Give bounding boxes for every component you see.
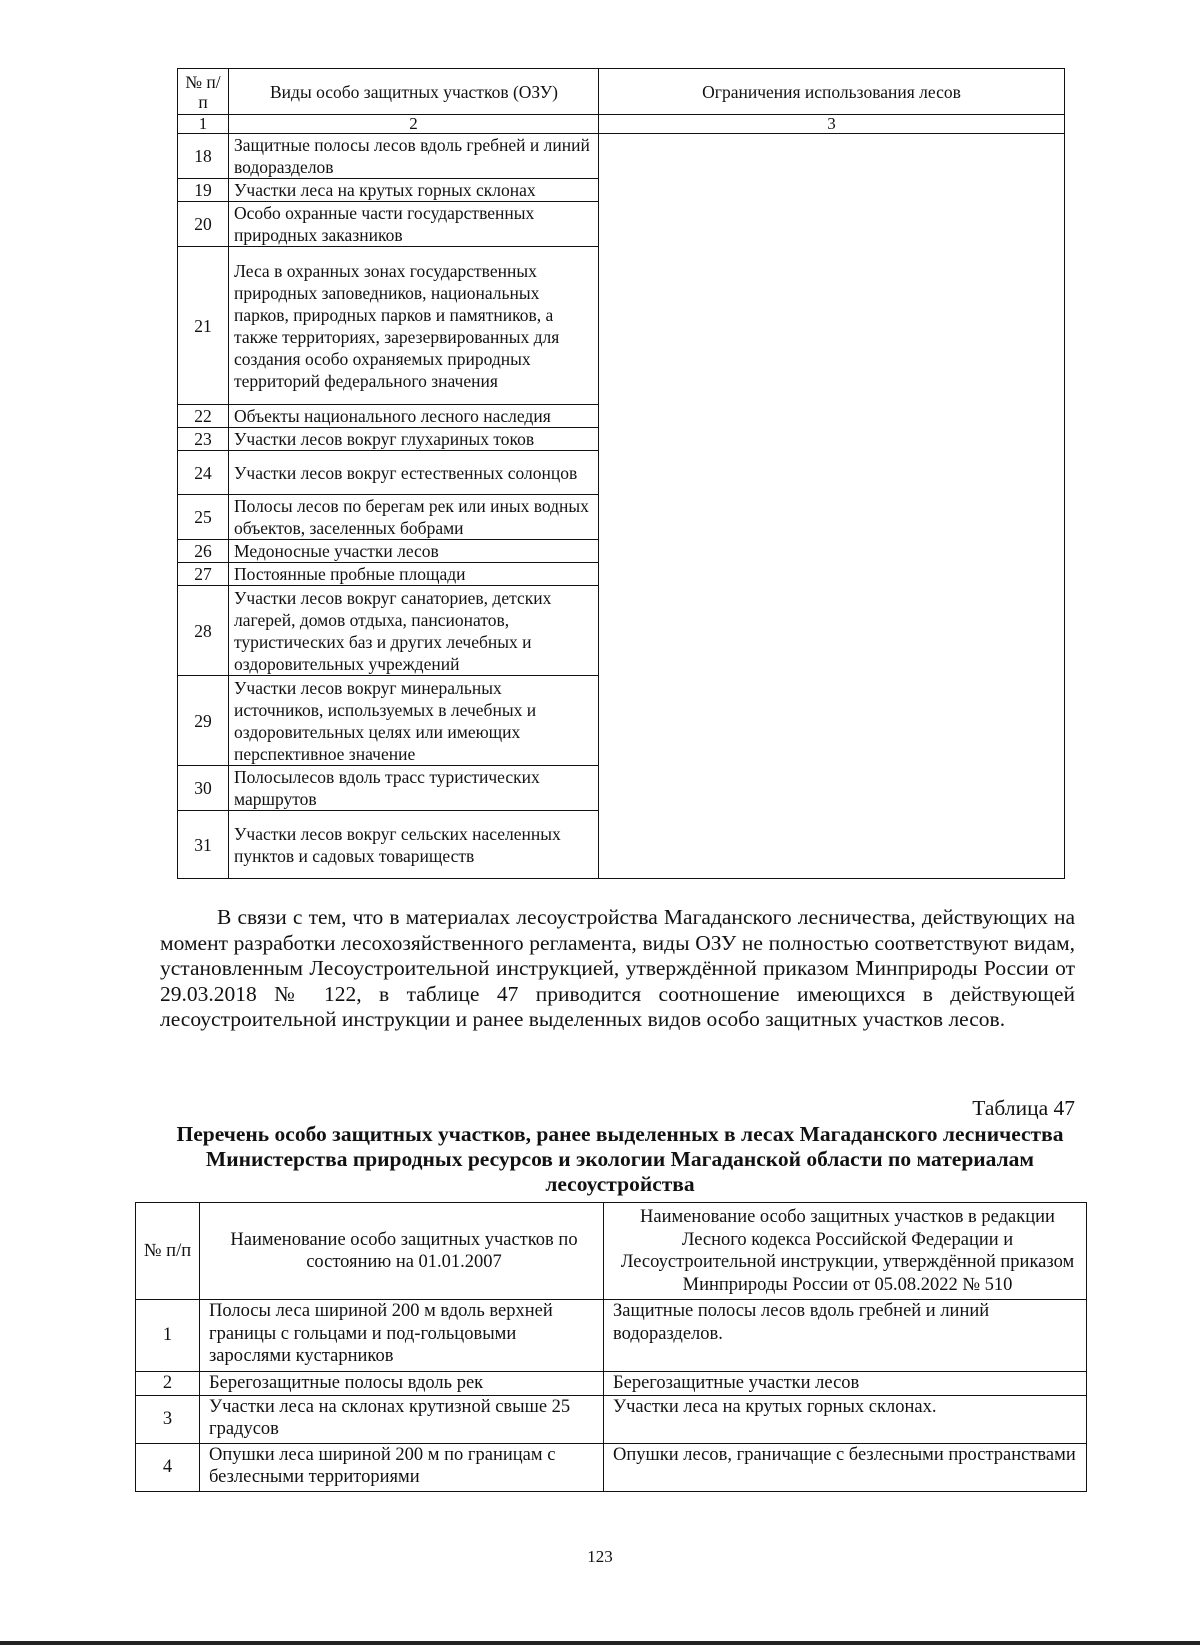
col-header-restrictions: Ограничения использования лесов xyxy=(599,69,1065,115)
row-type: Защитные полосы лесов вдоль гребней и линий водоразделов xyxy=(229,134,599,179)
row-num: 25 xyxy=(178,495,229,540)
restrictions-cell xyxy=(599,134,1065,879)
row-new-name: Защитные полосы лесов вдоль гребней и линий водоразделов. xyxy=(604,1300,1087,1372)
row-old-name: Берегозащитные полосы вдоль рек xyxy=(200,1372,604,1396)
row-num: 19 xyxy=(178,179,229,202)
row-num: 24 xyxy=(178,451,229,495)
col-number-3: 3 xyxy=(599,115,1065,134)
row-old-name: Полосы леса шириной 200 м вдоль верхней границы с гольцами и под-гольцовыми зарослями кустарников xyxy=(200,1300,604,1372)
row-type: Участки лесов вокруг глухариных токов xyxy=(229,428,599,451)
body-paragraph: В связи с тем, что в материалах лесоустройства Магаданского лесничества, действующих на момент разработки лесохозяйственного регламента, виды ОЗУ не полностью соответствуют видам, установленным Лесоустроительной инструкцией, утверждённой приказом Минприроды России от 29.03.2018 № 122, в таблице 47 приводится соотношение имеющихся в действующей лесоустроительной инструкции и ранее выделенных видов особо защитных участков лесов. xyxy=(160,905,1075,1031)
col-header-type: Виды особо защитных участков (ОЗУ) xyxy=(229,69,599,115)
row-num: 1 xyxy=(136,1300,200,1372)
row-type: Полосылесов вдоль трасс туристических маршрутов xyxy=(229,766,599,811)
row-type: Участки лесов вокруг минеральных источников, используемых в лечебных и оздоровительных целях или имеющих перспективное значение xyxy=(229,676,599,766)
row-num: 29 xyxy=(178,676,229,766)
row-type: Объекты национального лесного наследия xyxy=(229,405,599,428)
row-new-name: Опушки лесов, граничащие с безлесными пространствами xyxy=(604,1443,1087,1491)
table-title: Перечень особо защитных участков, ранее выделенных в лесах Магаданского лесничества Министерства природных ресурсов и экологии Магаданской области по материалам лесоустройства xyxy=(176,1122,1064,1196)
row-num: 3 xyxy=(136,1395,200,1443)
bottom-rule xyxy=(0,1641,1200,1645)
col-number-2: 2 xyxy=(229,115,599,134)
row-old-name: Участки леса на склонах крутизной свыше 25 градусов xyxy=(200,1395,604,1443)
row-old-name: Опушки леса шириной 200 м по границам с безлесными территориями xyxy=(200,1443,604,1491)
row-type: Особо охранные части государственных природных заказников xyxy=(229,202,599,247)
row-num: 22 xyxy=(178,405,229,428)
row-num: 30 xyxy=(178,766,229,811)
page-number: 123 xyxy=(587,1547,613,1566)
col-header-old: Наименование особо защитных участков по состоянию на 01.01.2007 xyxy=(200,1203,604,1300)
ozu-types-table xyxy=(177,68,1065,879)
row-num: 20 xyxy=(178,202,229,247)
row-num: 23 xyxy=(178,428,229,451)
row-num: 2 xyxy=(136,1372,200,1396)
row-num: 28 xyxy=(178,586,229,676)
row-new-name: Участки леса на крутых горных склонах. xyxy=(604,1395,1087,1443)
row-new-name: Берегозащитные участки лесов xyxy=(604,1372,1087,1396)
row-num: 27 xyxy=(178,563,229,586)
row-num: 31 xyxy=(178,811,229,879)
row-num: 21 xyxy=(178,247,229,405)
row-type: Участки лесов вокруг санаториев, детских лагерей, домов отдыха, пансионатов, туристических баз и других лечебных и оздоровительных учреждений xyxy=(229,586,599,676)
col-header-num: № п/п xyxy=(136,1203,200,1300)
ozu-mapping-table xyxy=(135,1202,1087,1492)
col-header-num: № п/п xyxy=(178,69,229,115)
row-num: 26 xyxy=(178,540,229,563)
row-type: Медоносные участки лесов xyxy=(229,540,599,563)
col-header-new: Наименование особо защитных участков в редакции Лесного кодекса Российской Федерации и Лесоустроительной инструкции, утверждённой приказом Минприроды России от 05.08.2022 № 510 xyxy=(604,1203,1087,1300)
table-caption: Таблица 47 xyxy=(972,1096,1075,1120)
row-type: Постоянные пробные площади xyxy=(229,563,599,586)
row-type: Леса в охранных зонах государственных природных заповедников, национальных парков, природных парков и памятников, а также территориях, зарезервированных для создания особо охраняемых природных территорий федерального значения xyxy=(229,247,599,405)
row-num: 18 xyxy=(178,134,229,179)
row-type: Полосы лесов по берегам рек или иных водных объектов, заселенных бобрами xyxy=(229,495,599,540)
row-type: Участки леса на крутых горных склонах xyxy=(229,179,599,202)
row-type: Участки лесов вокруг естественных солонцов xyxy=(229,451,599,495)
col-number-1: 1 xyxy=(178,115,229,134)
row-num: 4 xyxy=(136,1443,200,1491)
row-type: Участки лесов вокруг сельских населенных пунктов и садовых товариществ xyxy=(229,811,599,879)
